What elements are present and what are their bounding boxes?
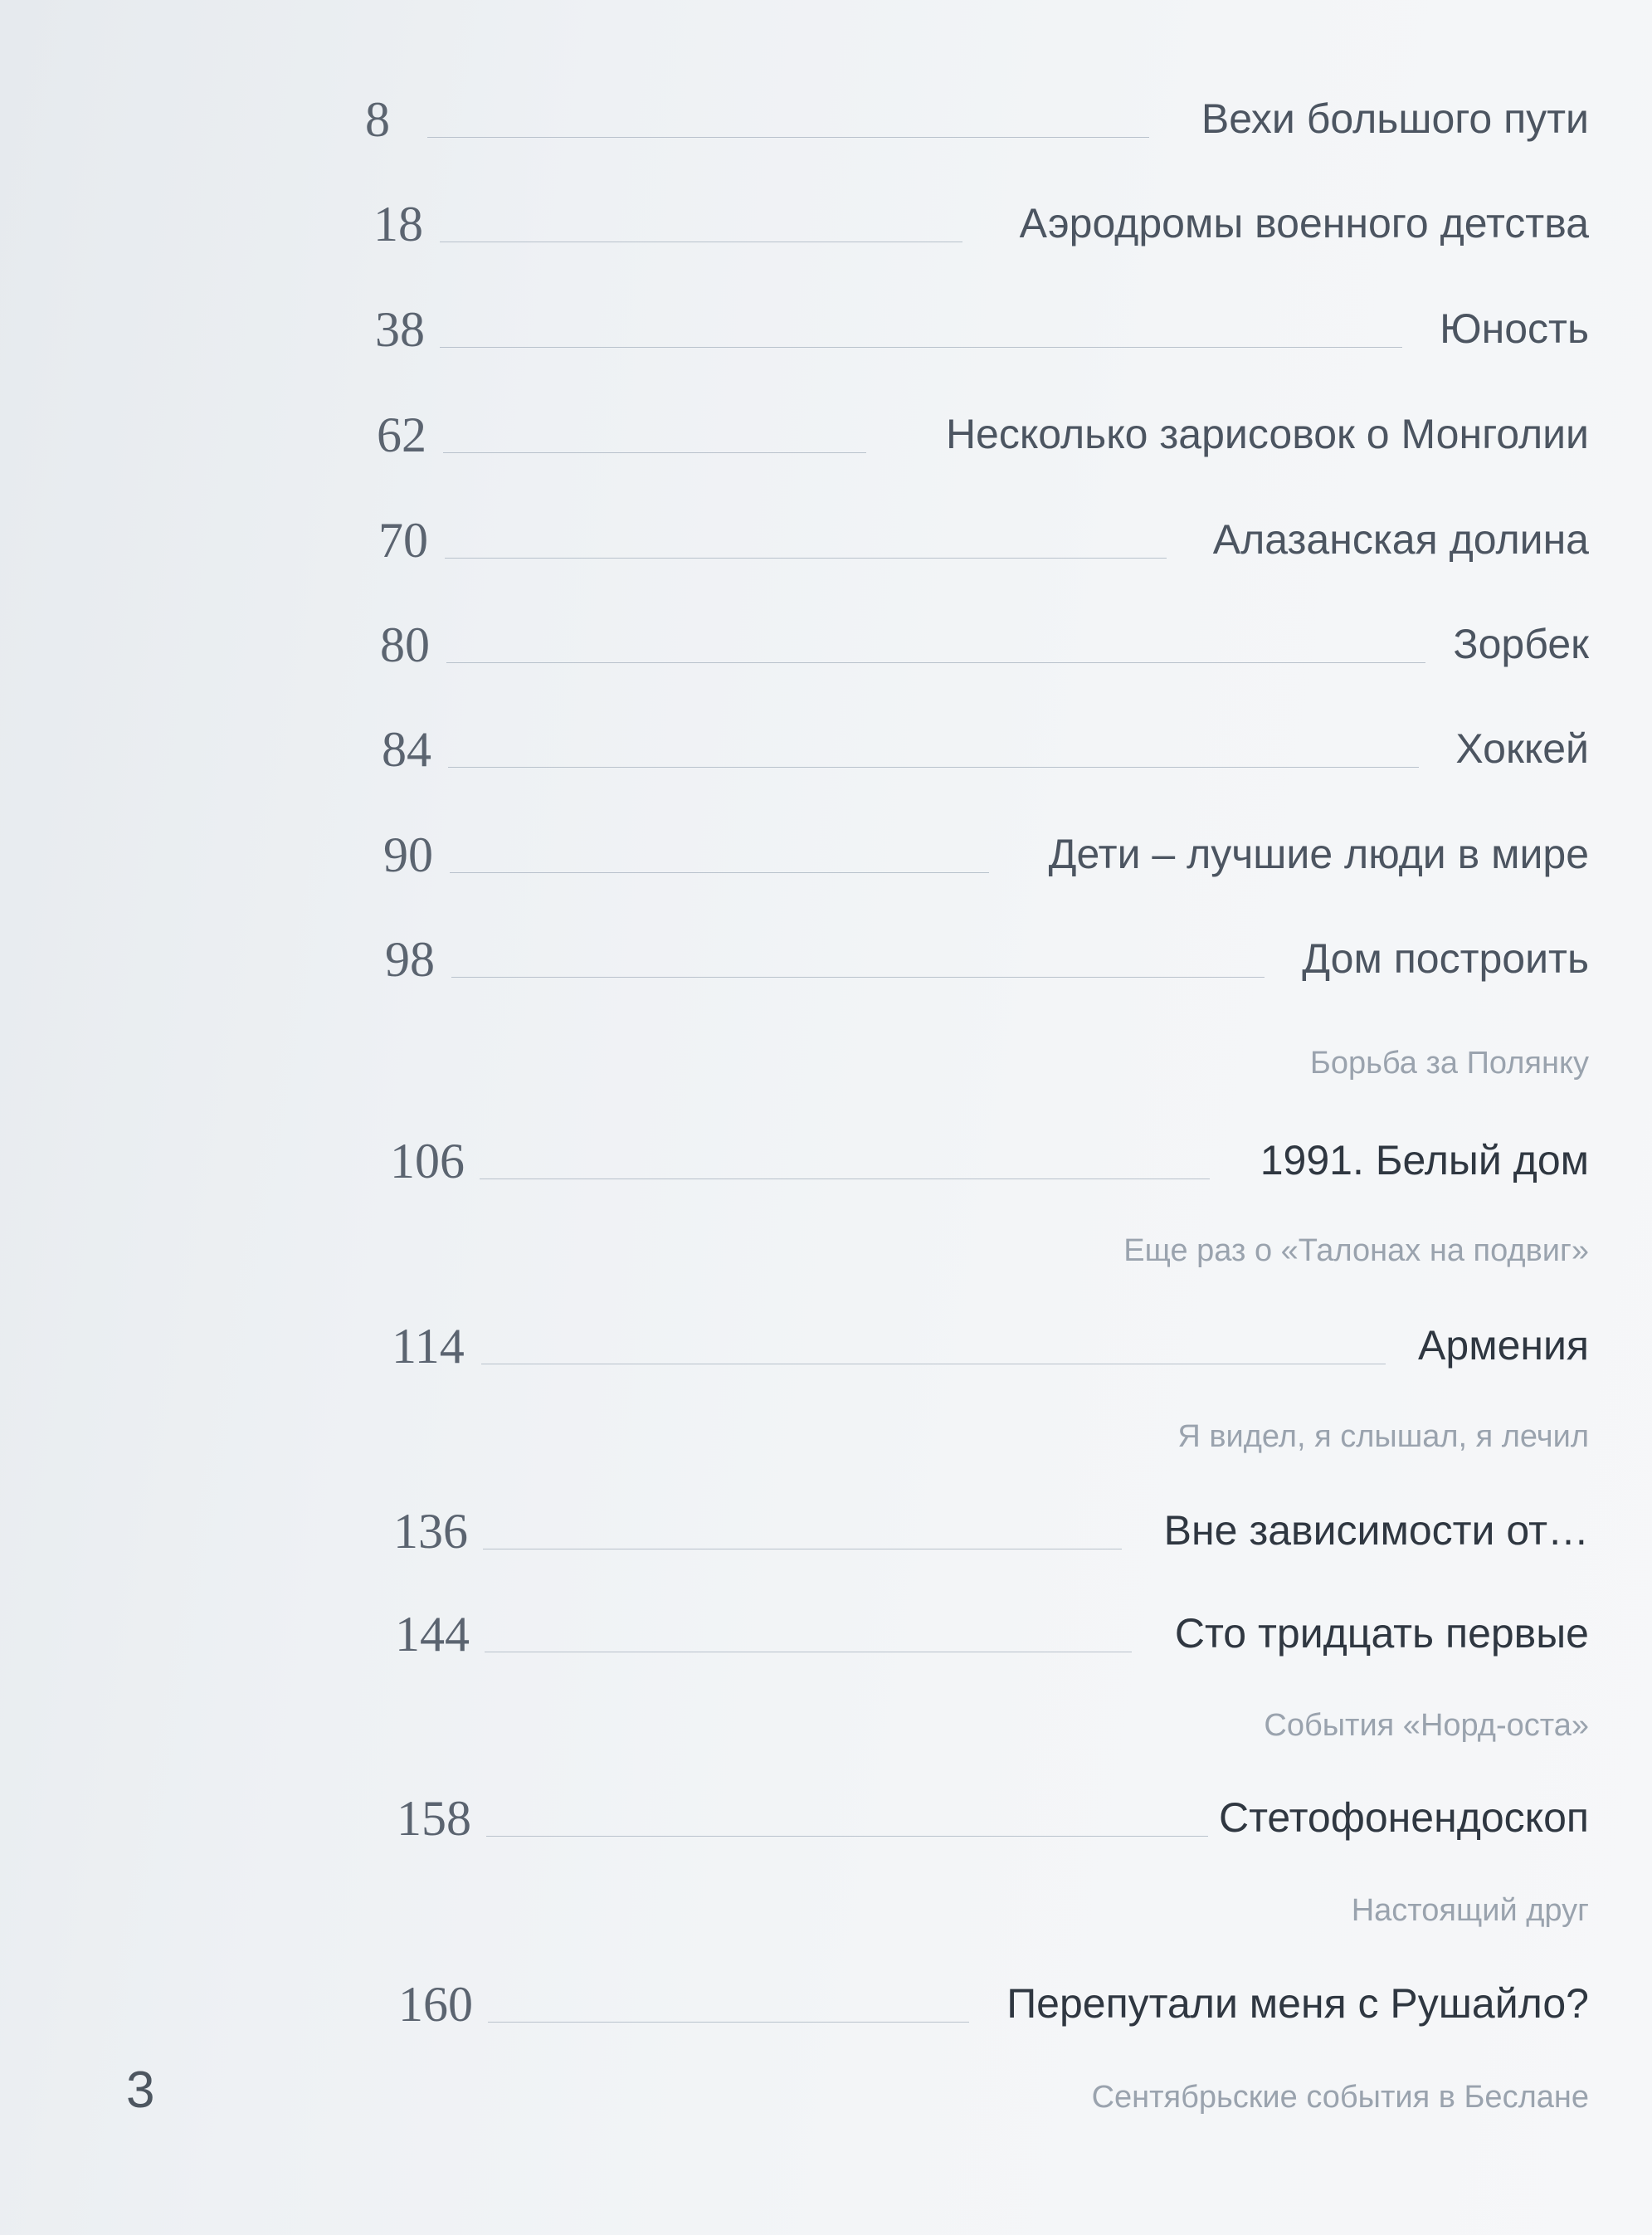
toc-entry <box>365 390 1589 465</box>
toc-title: 1991. Белый дом <box>1260 1137 1589 1183</box>
toc-entry <box>365 75 1589 149</box>
toc-entry <box>365 285 1589 359</box>
toc-page-number: 98 <box>385 932 435 987</box>
toc-subtitle: Настоящий друг <box>1351 1893 1589 1928</box>
toc-leader-line <box>450 872 989 873</box>
toc-page-number: 80 <box>380 617 430 672</box>
toc-page-number: 70 <box>378 513 428 568</box>
toc-title: Дети – лучшие люди в мире <box>1048 831 1589 877</box>
toc-page-number: 160 <box>398 1977 473 2032</box>
toc-title: Армения <box>1418 1322 1589 1369</box>
toc-leader-line <box>443 452 866 453</box>
toc-leader-line <box>440 347 1402 348</box>
toc-title: Вехи большого пути <box>1201 95 1589 142</box>
toc-title: Хоккей <box>1455 725 1589 772</box>
toc-entry <box>365 1774 1589 1848</box>
toc-entry <box>365 179 1589 254</box>
toc-leader-line <box>427 137 1149 138</box>
toc-title: Вне зависимости от… <box>1163 1507 1589 1554</box>
toc-leader-line <box>451 977 1265 978</box>
toc-page-number: 106 <box>390 1134 465 1188</box>
toc-subtitle: Сентябрьские события в Беслане <box>1091 2080 1589 2115</box>
toc-page-number: 18 <box>373 197 423 251</box>
toc-title: Сто тридцать первые <box>1174 1610 1589 1657</box>
toc-title: Алазанская долина <box>1212 516 1589 563</box>
toc-title: Стетофонендоскоп <box>1218 1794 1589 1841</box>
toc-page-number: 8 <box>365 92 390 147</box>
toc-entry <box>365 810 1589 885</box>
toc-entry <box>365 915 1589 989</box>
toc-entry <box>365 1589 1589 1664</box>
toc-subtitle: Борьба за Полянку <box>1309 1046 1589 1081</box>
toc-leader-line <box>445 558 1167 559</box>
toc-subtitle: Еще раз о «Талонах на подвиг» <box>1123 1233 1589 1268</box>
toc-subtitle: Я видел, я слышал, я лечил <box>1177 1419 1589 1454</box>
toc-page-number: 38 <box>375 302 425 357</box>
page-number: 3 <box>126 2062 155 2119</box>
toc-page-number: 62 <box>377 407 426 462</box>
toc-page-number: 136 <box>393 1504 468 1559</box>
toc-page-number: 84 <box>382 722 431 777</box>
toc-entry <box>365 1959 1589 2034</box>
toc-title: Несколько зарисовок о Монголии <box>945 411 1589 457</box>
toc-leader-line <box>446 662 1425 663</box>
toc-entry <box>365 1301 1589 1376</box>
toc-page-number: 114 <box>392 1319 465 1374</box>
toc-title: Аэродромы военного детства <box>1019 200 1589 246</box>
toc-leader-line <box>448 767 1419 768</box>
toc-page-number: 144 <box>395 1607 470 1662</box>
toc-entry <box>365 1486 1589 1561</box>
toc-title: Юность <box>1440 305 1589 352</box>
toc-title: Дом построить <box>1302 935 1589 982</box>
toc-entry <box>365 705 1589 779</box>
toc-entry <box>365 1116 1589 1191</box>
toc-leader-line <box>488 2022 969 2023</box>
toc-title: Зорбек <box>1453 621 1589 667</box>
toc-leader-line <box>486 1836 1208 1837</box>
toc-page-number: 90 <box>383 827 433 882</box>
toc-page-number: 158 <box>397 1791 471 1846</box>
toc-entry <box>365 600 1589 675</box>
toc-subtitle: События «Норд-оста» <box>1264 1708 1589 1743</box>
toc-entry <box>365 495 1589 570</box>
toc-title: Перепутали меня с Рушайло? <box>1006 1980 1589 2027</box>
toc-leader-line <box>480 1178 1210 1179</box>
